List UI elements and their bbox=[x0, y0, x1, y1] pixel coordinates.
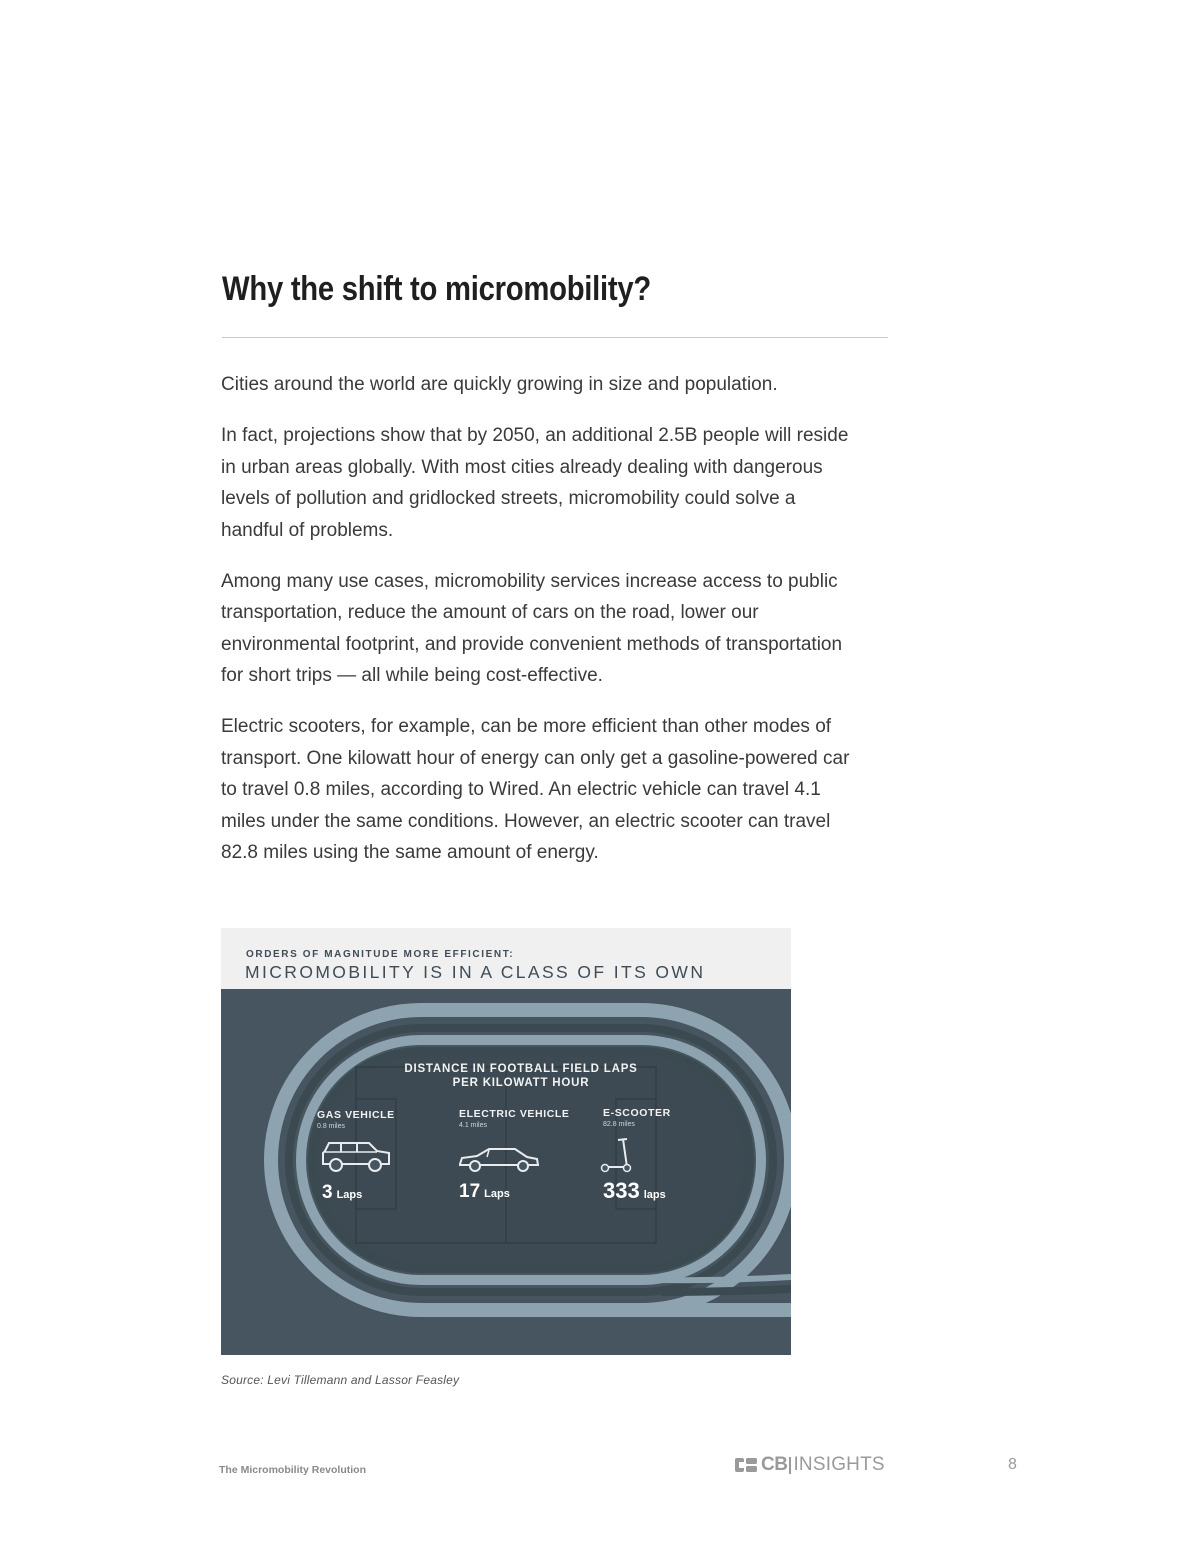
chart-metric-title-line2: PER KILOWATT HOUR bbox=[452, 1077, 590, 1089]
suv-icon bbox=[319, 1139, 393, 1173]
electric-vehicle-miles: 4.1 miles bbox=[459, 1122, 488, 1129]
heading-divider bbox=[222, 337, 888, 338]
paragraph-3: Among many use cases, micromobility services increase access to public transportation, reduce the amount of cars on the road, lower our environmental footprint, and provide convenient methods of transportation for short trips — all while being cost-effective. bbox=[221, 570, 843, 686]
gas-vehicle-label: GAS VEHICLE bbox=[317, 1109, 395, 1121]
electric-vehicle-laps bbox=[459, 1181, 510, 1203]
infographic-header bbox=[221, 928, 791, 989]
logo-separator bbox=[789, 1457, 791, 1474]
paragraph-1: Cities around the world are quickly growing in size and population. bbox=[221, 374, 778, 395]
paragraph-2: In fact, projections show that by 2050, an additional 2.5B people will reside in urban areas globally. With most cities already dealing with dangerous levels of pollution and gridlocked streets, micromobility could solve a handful of problems. bbox=[221, 425, 849, 541]
article-body bbox=[221, 369, 861, 888]
cbinsights-logo bbox=[735, 1455, 885, 1475]
efficiency-infographic bbox=[221, 928, 791, 1355]
electric-vehicle-laps-value: 17 bbox=[459, 1181, 481, 1202]
footer-doc-title: The Micromobility Revolution bbox=[219, 1464, 367, 1476]
e-scooter-label: E-SCOOTER bbox=[603, 1107, 671, 1119]
e-scooter-laps-unit: laps bbox=[643, 1189, 666, 1201]
chart-metric-title bbox=[371, 1062, 671, 1090]
e-scooter-miles: 82.8 miles bbox=[603, 1121, 635, 1128]
chart-metric-title-line1: DISTANCE IN FOOTBALL FIELD LAPS bbox=[404, 1063, 638, 1075]
logo-insights-text: INSIGHTS bbox=[793, 1454, 885, 1475]
cbinsights-mark-icon bbox=[735, 1457, 757, 1473]
gas-vehicle-laps bbox=[322, 1182, 362, 1204]
logo-cb-text: CB bbox=[761, 1454, 788, 1475]
page-number: 8 bbox=[1008, 1456, 1017, 1473]
infographic-title: MICROMOBILITY IS IN A CLASS OF ITS OWN bbox=[245, 962, 706, 982]
gas-vehicle-laps-value: 3 bbox=[322, 1182, 333, 1203]
scooter-icon bbox=[599, 1137, 633, 1173]
running-track-panel bbox=[221, 989, 791, 1355]
electric-vehicle-laps-unit: Laps bbox=[484, 1188, 510, 1200]
paragraph-4: Electric scooters, for example, can be more efficient than other modes of transport. One kilowatt hour of energy can only get a gasoline-powered car to travel 0.8 miles, according to Wired. An electric vehicle can travel 4.1 miles under the same conditions. However, an electric scooter can travel 82.8 miles using the same amount of energy. bbox=[221, 716, 850, 863]
section-heading: Why the shift to micromobility? bbox=[222, 270, 651, 308]
e-scooter-laps bbox=[603, 1178, 666, 1204]
infographic-kicker: ORDERS OF MAGNITUDE MORE EFFICIENT: bbox=[246, 949, 515, 960]
electric-vehicle-label: ELECTRIC VEHICLE bbox=[459, 1108, 570, 1120]
gas-vehicle-laps-unit: Laps bbox=[336, 1189, 363, 1201]
e-scooter-laps-value: 333 bbox=[603, 1178, 640, 1203]
gas-vehicle-miles: 0.8 miles bbox=[317, 1123, 346, 1130]
sedan-icon bbox=[457, 1147, 541, 1173]
figure-source: Source: Levi Tillemann and Lassor Feasley bbox=[221, 1373, 460, 1387]
